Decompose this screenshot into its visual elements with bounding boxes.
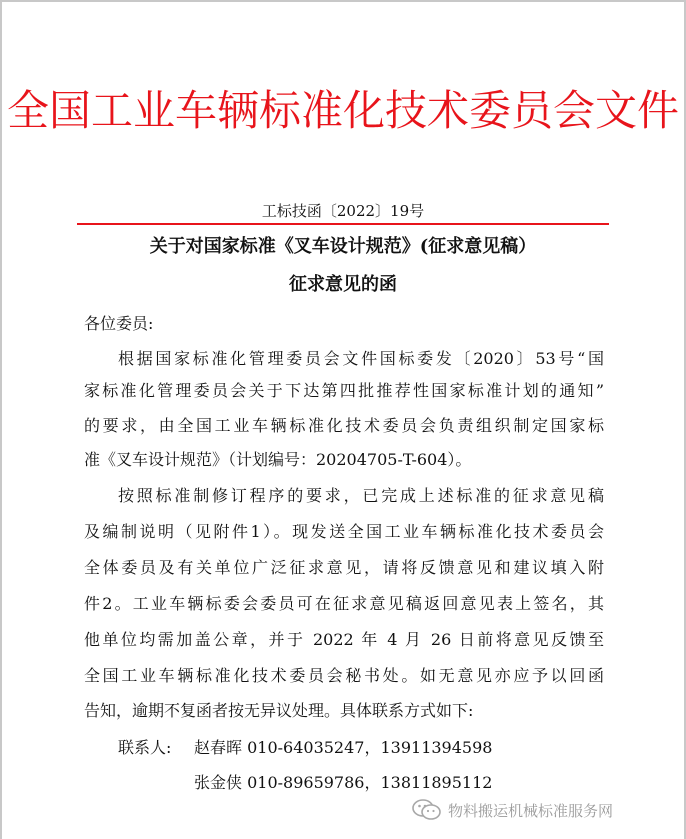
page-border-top [0,0,686,2]
paragraph-1-line: 的要求，由全国工业车辆标准化技术委员会负责组织制定国家标 [84,416,604,435]
contact-person-1: 赵春晖 010-64035247，13911394598 [194,738,493,757]
paragraph-1-line: 根据国家标准化管理委员会文件国标委发〔2020〕53号“国 [118,349,604,368]
subject-line-1: 关于对国家标准《叉车设计规范》(征求意见稿） [149,236,537,257]
document-number: 工标技函〔2022〕19号 [261,202,425,220]
paragraph-2-line: 全体委员及有关单位广泛征求意见，请将反馈意见和建议填入附 [84,558,604,577]
wechat-icon [412,799,442,821]
paragraph-2-line: 告知，逾期不复函者按无异议处理。具体联系方式如下: [84,701,474,720]
paragraph-2-line: 按照标准制修订程序的要求，已完成上述标准的征求意见稿 [118,486,604,505]
subject-line-2: 征求意见的函 [289,274,397,295]
paragraph-2-line: 他单位均需加盖公章，并于 2022 年 4 月 26 日前将意见反馈至 [84,630,604,649]
header-divider [77,223,609,225]
paragraph-2-line: 件2。工业车辆标委会委员可在征求意见稿返回意见表上签名，其 [84,594,604,613]
salutation: 各位委员: [84,314,154,333]
contact-person-2: 张金侠 010-89659786，13811895112 [194,773,493,792]
watermark [412,797,613,823]
paragraph-1-line: 准《叉车设计规范》（计划编号：20204705-T-604）。 [84,450,472,469]
document-header-title: 全国工业车辆标准化技术委员会文件 [6,86,679,135]
paragraph-1-line: 家标准化管理委员会关于下达第四批推荐性国家标准计划的通知” [84,381,604,400]
paragraph-2-line: 全国工业车辆标准化技术委员会秘书处。如无意见亦应予以回函 [84,666,604,685]
paragraph-2-line: 及编制说明（见附件1）。现发送全国工业车辆标准化技术委员会 [84,522,604,541]
contact-label: 联系人: [118,738,172,757]
watermark-text: 物料搬运机械标准服务网 [448,801,614,820]
